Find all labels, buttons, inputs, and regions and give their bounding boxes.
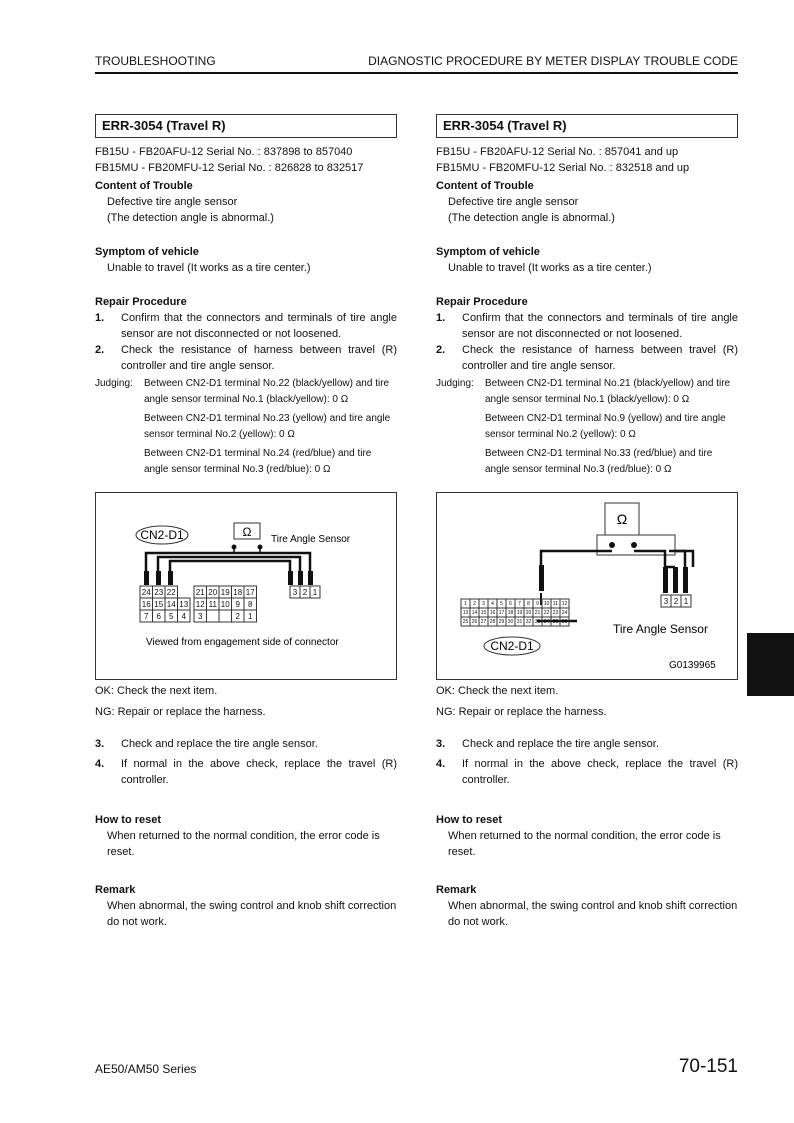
pin-label: 15 [480, 610, 487, 616]
pin-label: 22 [543, 610, 550, 616]
step-number: 4. [95, 758, 105, 770]
sensor-pin-label: 3 [663, 597, 669, 606]
pin-label: 22 [166, 588, 176, 597]
pin-cell [219, 610, 232, 622]
pin-label: 23 [552, 610, 559, 616]
pin-label: 11 [552, 601, 559, 607]
judging-item: Between CN2-D1 terminal No.33 (red/blue) and tire angle sensor terminal No.3 (red/blue): 0 Ω [485, 448, 713, 475]
wiring-diagram [95, 492, 397, 680]
pin-label: 27 [480, 619, 487, 625]
symptom-heading: Symptom of vehicle [95, 246, 199, 258]
procedure-step [436, 310, 738, 342]
connector-label: CN2-D1 [490, 639, 534, 653]
pin-label: 5 [500, 601, 503, 607]
figure-code: G0139965 [669, 660, 716, 671]
pin-label: 6 [156, 612, 161, 621]
pin-label: 13 [462, 610, 469, 616]
pin-label: 9 [536, 601, 539, 607]
pin-label: 7 [518, 601, 521, 607]
step-text: Check the resistance of harness between travel (R) controller and tire angle sensor. [462, 344, 738, 372]
error-title: ERR-3054 (Travel R) [95, 114, 397, 138]
procedure-step [95, 736, 397, 752]
judging-block [95, 376, 397, 481]
page-number: 70-151 [678, 1056, 738, 1077]
reset-text: When returned to the normal condition, the error code is reset. [107, 830, 380, 858]
judging-label: Judging: [95, 378, 133, 389]
pin-label: 14 [471, 610, 478, 616]
sensor-pin-label: 1 [683, 597, 689, 606]
judging-item: Between CN2-D1 terminal No.24 (red/blue) and tire angle sensor terminal No.3 (red/blue): 0 Ω [144, 448, 372, 475]
ok-result: OK: Check the next item. [95, 685, 218, 697]
step-text: If normal in the above check, replace the travel (R) controller. [121, 758, 397, 786]
procedure-step [95, 342, 397, 374]
pin-label: 17 [498, 610, 505, 616]
symptom-heading: Symptom of vehicle [436, 246, 540, 258]
pin-label: 31 [516, 619, 523, 625]
ok-result: OK: Check the next item. [436, 685, 559, 697]
content-line: (The detection angle is abnormal.) [107, 212, 274, 224]
content-line: Defective tire angle sensor [107, 196, 238, 208]
judging-item: Between CN2-D1 terminal No.9 (yellow) and tire angle sensor terminal No.2 (yellow): 0 Ω [485, 413, 726, 440]
step-number: 2. [436, 344, 446, 356]
pin-label: 28 [489, 619, 496, 625]
pin-label: 4 [181, 612, 186, 621]
footer-series: AE50/AM50 Series [95, 1062, 197, 1076]
pin-label: 10 [543, 601, 550, 607]
sensor-connector [661, 595, 691, 607]
pin-label: 25 [462, 619, 469, 625]
step-number: 4. [436, 758, 446, 770]
symptom-text: Unable to travel (It works as a tire center.) [448, 262, 652, 274]
section-tab [747, 633, 794, 696]
pin-label: 2 [235, 612, 240, 621]
sensor-label: Tire Angle Sensor [271, 534, 351, 545]
content-heading: Content of Trouble [436, 180, 534, 192]
pin-label: 2 [473, 601, 476, 607]
remark-heading: Remark [95, 884, 136, 896]
procedure-step [95, 756, 397, 788]
pin-label: 16 [141, 600, 151, 609]
pin-label: 13 [179, 600, 189, 609]
page-header [95, 54, 738, 74]
remark-text: When abnormal, the swing control and knob shift correction do not work. [107, 900, 397, 928]
pin-label: 19 [220, 588, 230, 597]
step-number: 1. [95, 312, 105, 324]
symptom-text: Unable to travel (It works as a tire center.) [107, 262, 311, 274]
procedure-step [436, 756, 738, 788]
diagram-caption: Viewed from engagement side of connector [146, 637, 339, 648]
pin-label: 36 [561, 619, 568, 625]
header-chapter: DIAGNOSTIC PROCEDURE BY METER DISPLAY TROUBLE CODE [368, 54, 738, 68]
pin-label: 16 [489, 610, 496, 616]
sensor-pin-label: 2 [302, 588, 308, 597]
step-text: Check and replace the tire angle sensor. [462, 738, 659, 750]
pin-label: 3 [198, 612, 203, 621]
step-text: Check the resistance of harness between travel (R) controller and tire angle sensor. [121, 344, 397, 372]
reset-text: When returned to the normal condition, the error code is reset. [448, 830, 721, 858]
repair-heading: Repair Procedure [436, 296, 528, 308]
sensor-connector [290, 586, 320, 598]
serial-line: FB15U - FB20AFU-12 Serial No. : 857041 and up [436, 146, 679, 158]
content-line: (The detection angle is abnormal.) [448, 212, 615, 224]
pin-label: 15 [154, 600, 164, 609]
pin-label: 32 [525, 619, 532, 625]
procedure-step [436, 736, 738, 752]
sensor-pin-label: 2 [673, 597, 679, 606]
pin-label: 33 [534, 619, 541, 625]
wiring-diagram [436, 492, 738, 680]
pin-label: 3 [482, 601, 485, 607]
serial-line: FB15MU - FB20MFU-12 Serial No. : 826828 to 832517 [95, 162, 364, 174]
step-text: If normal in the above check, replace the travel (R) controller. [462, 758, 738, 786]
pin-label: 1 [248, 612, 253, 621]
pin-label: 18 [233, 588, 243, 597]
pin-label: 5 [169, 612, 174, 621]
pin-label: 12 [195, 600, 205, 609]
judging-label: Judging: [436, 378, 474, 389]
judging-item: Between CN2-D1 terminal No.21 (black/yellow) and tire angle sensor terminal No.1 (black/yellow): 0 Ω [485, 378, 731, 405]
pin-label: 30 [507, 619, 514, 625]
remark-heading: Remark [436, 884, 477, 896]
pin-label: 1 [464, 601, 467, 607]
serial-line: FB15MU - FB20MFU-12 Serial No. : 832518 and up [436, 162, 690, 174]
pin-label: 24 [141, 588, 151, 597]
right-column [436, 114, 738, 930]
judging-item: Between CN2-D1 terminal No.22 (black/yellow) and tire angle sensor terminal No.1 (black/yellow): 0 Ω [144, 378, 390, 405]
pin-label: 8 [248, 600, 253, 609]
pin-label: 9 [235, 600, 240, 609]
step-number: 3. [95, 738, 105, 750]
pin-label: 20 [208, 588, 218, 597]
ng-result: NG: Repair or replace the harness. [436, 706, 607, 718]
step-text: Confirm that the connectors and terminals of tire angle sensor are not disconnected or not loosened. [462, 312, 738, 340]
left-column [95, 114, 397, 930]
pin-label: 6 [509, 601, 512, 607]
content-line: Defective tire angle sensor [448, 196, 579, 208]
step-text: Check and replace the tire angle sensor. [121, 738, 318, 750]
repair-heading: Repair Procedure [95, 296, 187, 308]
pin-label: 19 [516, 610, 523, 616]
procedure-step [95, 310, 397, 342]
serial-line: FB15U - FB20AFU-12 Serial No. : 837898 to 857040 [95, 146, 353, 158]
connector-pin-grid [461, 599, 569, 626]
pin-label: 8 [527, 601, 530, 607]
pin-label: 12 [561, 601, 568, 607]
pin-label: 7 [144, 612, 149, 621]
ohm-symbol: Ω [616, 511, 628, 527]
pin-label: 29 [498, 619, 505, 625]
step-number: 3. [436, 738, 446, 750]
judging-item: Between CN2-D1 terminal No.23 (yellow) and tire angle sensor terminal No.2 (yellow): 0 Ω [144, 413, 391, 440]
error-title: ERR-3054 (Travel R) [436, 114, 738, 138]
pin-label: 35 [552, 619, 559, 625]
pin-label: 18 [507, 610, 514, 616]
step-number: 2. [95, 344, 105, 356]
pin-label: 21 [534, 610, 541, 616]
sensor-pin-label: 1 [312, 588, 318, 597]
pin-label: 21 [195, 588, 205, 597]
connector-pin-grid [140, 586, 257, 622]
pin-label: 4 [491, 601, 494, 607]
reset-heading: How to reset [95, 814, 162, 826]
ohm-symbol: Ω [242, 525, 252, 539]
header-section: TROUBLESHOOTING [95, 54, 216, 68]
sensor-label: Tire Angle Sensor [613, 622, 708, 636]
procedure-step [436, 342, 738, 374]
content-heading: Content of Trouble [95, 180, 193, 192]
pin-label: 14 [166, 600, 176, 609]
pin-cell [207, 610, 220, 622]
pin-label: 24 [561, 610, 568, 616]
pin-label: 23 [154, 588, 164, 597]
reset-heading: How to reset [436, 814, 503, 826]
pin-label: 26 [471, 619, 478, 625]
pin-label: 17 [245, 588, 255, 597]
remark-text: When abnormal, the swing control and knob shift correction do not work. [448, 900, 738, 928]
step-text: Confirm that the connectors and terminals of tire angle sensor are not disconnected or not loosened. [121, 312, 397, 340]
pin-label: 10 [220, 600, 230, 609]
sensor-pin-label: 3 [292, 588, 298, 597]
pin-label: 20 [525, 610, 532, 616]
connector-label: CN2-D1 [140, 528, 184, 542]
pin-label: 34 [543, 619, 550, 625]
pin-label: 11 [208, 600, 217, 609]
ng-result: NG: Repair or replace the harness. [95, 706, 266, 718]
judging-block [436, 376, 738, 481]
step-number: 1. [436, 312, 446, 324]
